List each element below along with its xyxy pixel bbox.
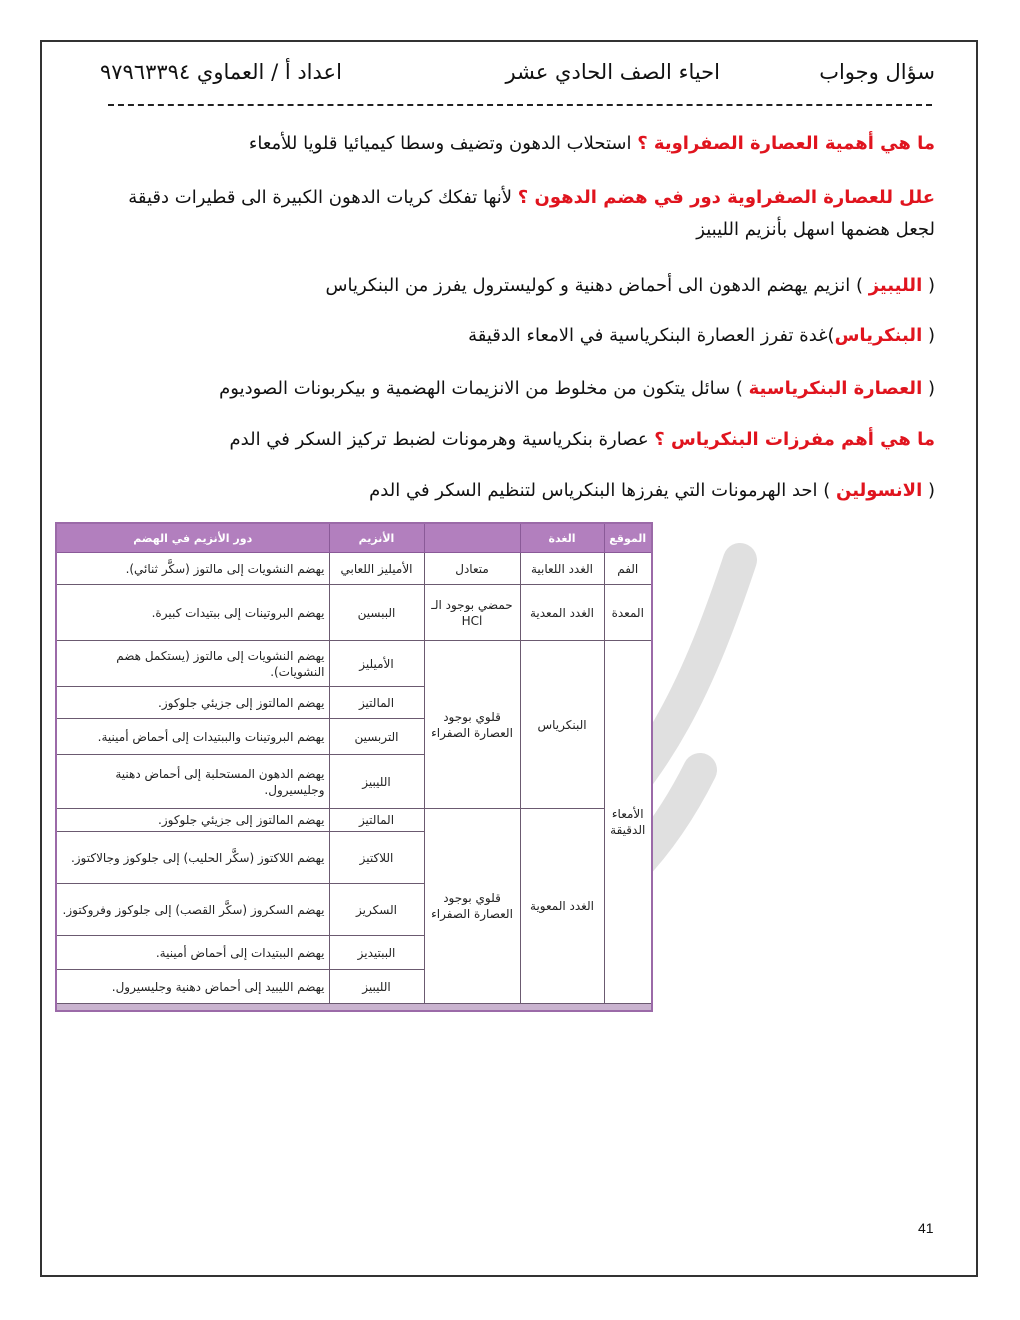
cell-location-intestine: الأمعاء الدقيقة <box>604 641 652 1004</box>
table-row <box>56 553 652 585</box>
question-1 <box>95 128 935 160</box>
question-3 <box>95 424 935 456</box>
cell-enzyme: الأميليز اللعابي <box>329 553 424 585</box>
question-2 <box>95 182 935 246</box>
table-row <box>56 585 652 641</box>
cell-medium-pancreas: قلوي بوجود العصارة الصفراء <box>424 641 520 809</box>
cell-enzyme: المالتيز <box>329 687 424 719</box>
cell-gland-intestinal: الغدد المعوية <box>520 809 604 1004</box>
header-author: اعداد أ / العماوي ٩٧٩٦٣٣٩٤ <box>100 60 342 84</box>
cell-gland: الغدد المعدية <box>520 585 604 641</box>
question-2-text: علل للعصارة الصفراوية دور في هضم الدهون ؟ <box>517 187 935 208</box>
table-row <box>56 641 652 687</box>
definition-insulin <box>95 475 935 507</box>
table-bottom-strip <box>56 1004 652 1012</box>
term-pancreatic-juice: العصارة البنكرياسية <box>748 378 923 399</box>
cell-enzyme: الببسين <box>329 585 424 641</box>
header-title-qa: سؤال وجواب <box>819 60 935 84</box>
header-role: دور الأنزيم في الهضم <box>56 523 329 553</box>
cell-role: يهضم البروتينات إلى ببتيدات كبيرة. <box>56 585 329 641</box>
cell-location: الفم <box>604 553 652 585</box>
cell-role: يهضم النشويات إلى مالتوز (سكَّر ثنائي). <box>56 553 329 585</box>
header-location: الموقع <box>604 523 652 553</box>
cell-role: يهضم الدهون المستحلبة إلى أحماض دهنية وجليسيرول. <box>56 755 329 809</box>
term-lipase: الليبيز <box>868 275 923 296</box>
table-header-row <box>56 523 652 553</box>
definition-pancreatic-juice <box>95 373 935 405</box>
cell-medium: حمضي بوجود الـ HCl <box>424 585 520 641</box>
cell-enzyme: الليبيز <box>329 970 424 1004</box>
definition-insulin-text: ) احد الهرمونات التي يفرزها البنكرياس لتنظيم السكر في الدم <box>369 480 836 501</box>
cell-enzyme: السكريز <box>329 884 424 936</box>
header-enzyme: الأنزيم <box>329 523 424 553</box>
cell-role: يهضم الليبيد إلى أحماض دهنية وجليسيرول. <box>56 970 329 1004</box>
table-row <box>56 809 652 832</box>
cell-enzyme: التربسين <box>329 719 424 755</box>
answer-1-text: استحلاب الدهون وتضيف وسطا كيميائيا قلويا للأمعاء <box>248 133 638 154</box>
cell-role: يهضم البروتينات والببتيدات إلى أحماض أمينية. <box>56 719 329 755</box>
paren-open: ( <box>922 480 935 501</box>
cell-enzyme: المالتيز <box>329 809 424 832</box>
cell-gland: الغدد اللعابية <box>520 553 604 585</box>
cell-enzyme: الليبيز <box>329 755 424 809</box>
cell-role: يهضم السكروز (سكَّر القصب) إلى جلوكوز وفروكتوز. <box>56 884 329 936</box>
paren-open: ( <box>922 378 935 399</box>
header-gland: الغدة <box>520 523 604 553</box>
definition-pancreatic-juice-text: ) سائل يتكون من مخلوط من الانزيمات الهضمية و بيكربونات الصوديوم <box>219 378 749 399</box>
cell-enzyme: الببتيديز <box>329 936 424 970</box>
paren-open: ( <box>922 325 935 346</box>
definition-lipase-text: ) انزيم يهضم الدهون الى أحماض دهنية و كوليسترول يفرز من البنكرياس <box>325 275 869 296</box>
paren-open: ( <box>922 275 935 296</box>
header-subject: احياء الصف الحادي عشر <box>505 60 720 84</box>
cell-medium-intestinal: قلوي بوجود العصارة الصفراء <box>424 809 520 1004</box>
page-number: 41 <box>918 1220 934 1236</box>
answer-2-text: لأنها تفكك كريات الدهون الكبيرة الى قطيرات دقيقة لجعل هضمها اسهل بأنزيم الليبيز <box>128 187 935 240</box>
definition-pancreas-text: )غدة تفرز العصارة البنكرياسية في الامعاء الدقيقة <box>468 325 835 346</box>
digestive-enzymes-table <box>55 522 653 1012</box>
cell-role: يهضم اللاكتوز (سكَّر الحليب) إلى جلوكوز وجالاكتوز. <box>56 832 329 884</box>
cell-location: المعدة <box>604 585 652 641</box>
question-3-text: ما هي أهم مفرزات البنكرياس ؟ <box>654 429 935 450</box>
answer-3-text: عصارة بنكرياسية وهرمونات لضبط تركيز السكر في الدم <box>229 429 655 450</box>
cell-medium: متعادل <box>424 553 520 585</box>
cell-role: يهضم المالتوز إلى جزيئي جلوكوز. <box>56 809 329 832</box>
page-header <box>100 60 935 94</box>
cell-role: يهضم الببتيدات إلى أحماض أمينية. <box>56 936 329 970</box>
cell-role: يهضم المالتوز إلى جزيئي جلوكوز. <box>56 687 329 719</box>
header-medium <box>424 523 520 553</box>
cell-gland-pancreas: البنكرياس <box>520 641 604 809</box>
cell-role: يهضم النشويات إلى مالتوز (يستكمل هضم النشويات). <box>56 641 329 687</box>
question-1-text: ما هي أهمية العصارة الصفراوية ؟ <box>637 133 935 154</box>
definition-pancreas <box>95 320 935 352</box>
definition-lipase <box>95 270 935 302</box>
header-divider <box>108 104 932 122</box>
term-insulin: الانسولين <box>836 480 923 501</box>
cell-enzyme: الأميليز <box>329 641 424 687</box>
term-pancreas: البنكرياس <box>834 325 923 346</box>
cell-enzyme: اللاكتيز <box>329 832 424 884</box>
